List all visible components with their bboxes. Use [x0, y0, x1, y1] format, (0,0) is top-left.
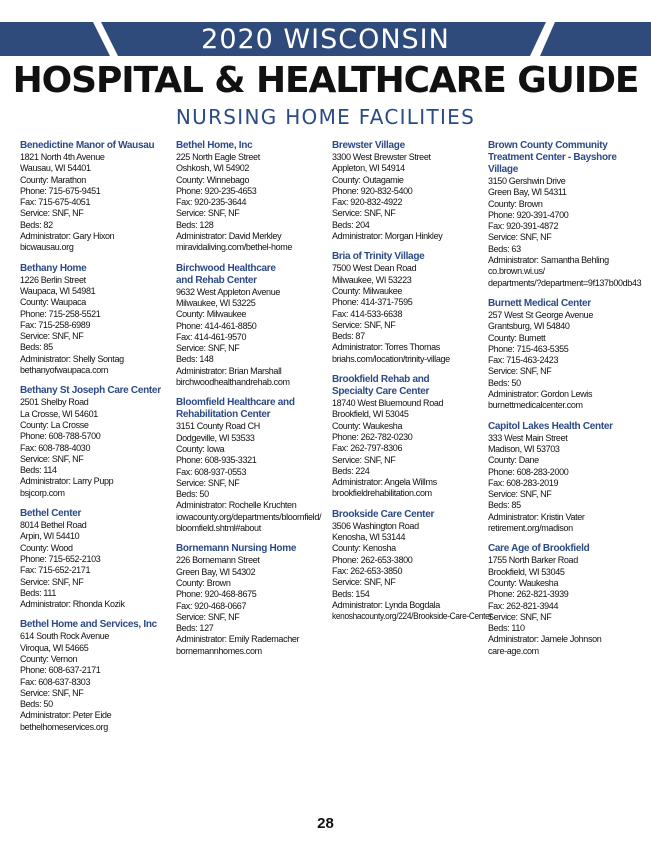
facility-detail: bethelhomeservices.org	[20, 721, 108, 732]
facility-detail: Administrator: David Merkley	[176, 231, 282, 242]
facility-detail: Phone: 920-391-4700	[488, 209, 569, 220]
facility-detail: Beds: 63	[488, 243, 521, 254]
facility-detail: Viroqua, WI 54665	[20, 642, 89, 653]
facility-detail: retirement.org/madison	[488, 523, 573, 534]
facility-detail: Madison, WI 53703	[488, 443, 560, 454]
facility-detail: Administrator: Rochelle Kruchten	[176, 500, 297, 511]
facility-detail: 3506 Washington Road	[332, 520, 419, 531]
column-3	[332, 140, 492, 631]
facility-detail: County: Outagamie	[332, 174, 404, 185]
facility-detail: Fax: 608-283-2019	[488, 477, 559, 488]
facility-entry	[488, 421, 648, 535]
facility-name: Bethel Home and Services, Inc	[20, 619, 157, 631]
facility-detail: brookfieldrehabilitation.com	[332, 488, 432, 499]
facility-detail: County: Brown	[488, 198, 543, 209]
facility-detail: Service: SNF, NF	[176, 208, 240, 219]
facility-detail: Administrator: Gary Hixon	[20, 231, 115, 242]
facility-detail: 2501 Shelby Road	[20, 397, 89, 408]
facility-name: Bornemann Nursing Home	[176, 543, 297, 555]
facility-detail: Beds: 110	[488, 623, 525, 634]
facility-name: Burnett Medical Center	[488, 297, 591, 309]
facility-entry	[20, 619, 180, 733]
facility-detail: Milwaukee, WI 53225	[176, 297, 256, 308]
facility-detail: departments/?department=9f137b00db43	[488, 277, 642, 288]
facility-detail: County: Vernon	[20, 653, 78, 664]
facility-detail: Brookfield, WI 53045	[332, 409, 409, 420]
facility-detail: Administrator: Larry Pupp	[20, 476, 114, 487]
facility-detail: 1821 North 4th Avenue	[20, 152, 105, 162]
facility-detail: briahs.com/location/trinity-village	[332, 353, 450, 364]
facility-detail: La Crosse, WI 54601	[20, 408, 98, 419]
facility-name: Brookfield Rehab and	[332, 374, 430, 386]
facility-entry	[176, 397, 336, 534]
facility-detail: Service: SNF, NF	[176, 343, 240, 354]
facility-detail: Service: SNF, NF	[20, 453, 84, 464]
facility-detail: Phone: 414-461-8850	[176, 320, 257, 331]
facility-detail: 3151 County Road CH	[176, 421, 260, 432]
facility-detail: Fax: 414-461-9570	[176, 331, 247, 342]
facility-detail: Fax: 920-468-0667	[176, 600, 247, 611]
facility-name: Bethel Center	[20, 508, 82, 520]
facility-detail: Service: SNF, NF	[332, 577, 396, 588]
facility-detail: Phone: 608-637-2171	[20, 665, 101, 676]
facility-name: Brown County Community	[488, 140, 608, 151]
facility-entry	[488, 140, 648, 289]
facility-detail: Beds: 111	[20, 587, 57, 598]
facility-detail: Phone: 414-371-7595	[332, 297, 413, 308]
facility-detail: bethanyofwaupaca.com	[20, 365, 109, 376]
facility-detail: 1226 Berlin Street	[20, 274, 86, 285]
facility-name: Bria of Trinity Village	[332, 251, 425, 263]
facility-name: Brewster Village	[332, 140, 405, 151]
facility-detail: kenoshacounty.org/224/Brookside-Care-Center	[332, 611, 492, 622]
facility-detail: iowacounty.org/departments/bloomfield/	[176, 511, 322, 522]
facility-detail: Phone: 608-283-2000	[488, 466, 569, 477]
facility-detail: Phone: 920-235-4653	[176, 185, 257, 196]
facility-detail: Brookfield, WI 53045	[488, 566, 565, 577]
facility-detail: 614 South Rock Avenue	[20, 631, 110, 642]
facility-detail: Fax: 608-637-8303	[20, 676, 91, 687]
facility-detail: Administrator: Lynda Bogdala	[332, 599, 440, 610]
page-subtitle: NURSING HOME FACILITIES	[175, 105, 476, 129]
column-1	[20, 140, 180, 742]
facility-detail: Phone: 715-675-9451	[20, 185, 101, 196]
facility-detail: Dodgeville, WI 53533	[176, 432, 255, 443]
facility-detail: County: Milwaukee	[332, 285, 403, 296]
facility-name: Specialty Care Center	[332, 386, 430, 398]
page-title: HOSPITAL & HEALTHCARE GUIDE	[12, 60, 639, 101]
facility-detail: Administrator: Samantha Behling	[488, 255, 609, 266]
facility-detail: Fax: 920-235-3644	[176, 197, 247, 208]
facility-detail: Kenosha, WI 53144	[332, 532, 406, 543]
column-2	[176, 140, 336, 666]
facility-entry	[20, 263, 180, 377]
facility-detail: Administrator: Angela Willms	[332, 477, 437, 488]
facility-detail: Service: SNF, NF	[20, 687, 84, 698]
facility-detail: County: Brown	[176, 577, 231, 588]
facility-detail: Phone: 920-468-8675	[176, 589, 257, 600]
facility-detail: Appleton, WI 54914	[332, 163, 405, 174]
facility-detail: Beds: 204	[332, 219, 370, 230]
facility-detail: 1755 North Barker Road	[488, 555, 578, 566]
facility-name: Village	[488, 164, 518, 175]
facility-detail: Phone: 608-935-3321	[176, 455, 257, 466]
facility-detail: 18740 West Bluemound Road	[332, 398, 444, 409]
facility-detail: Phone: 715-258-5521	[20, 308, 101, 319]
facility-detail: County: Iowa	[176, 443, 225, 454]
facility-name: Bethel Home, Inc	[176, 140, 253, 151]
facility-detail: Beds: 50	[488, 377, 521, 388]
facility-detail: Administrator: Shelly Sontag	[20, 353, 124, 364]
facility-detail: Fax: 715-652-2171	[20, 565, 91, 576]
facility-name: Bethany St Joseph Care Center	[20, 385, 161, 397]
facility-detail: Phone: 262-653-3800	[332, 554, 413, 565]
facility-detail: Beds: 154	[332, 588, 370, 599]
facility-detail: Service: SNF, NF	[332, 319, 396, 330]
facility-detail: Service: SNF, NF	[488, 366, 552, 377]
facility-detail: Fax: 414-533-6638	[332, 308, 403, 319]
facility-entry	[176, 543, 336, 657]
facility-detail: Phone: 715-652-2103	[20, 553, 101, 564]
facility-detail: Service: SNF, NF	[20, 576, 84, 587]
facility-entry	[176, 263, 336, 389]
facility-detail: Fax: 262-821-3944	[488, 600, 559, 611]
facility-entry	[20, 140, 180, 254]
facility-detail: Administrator: Morgan Hinkley	[332, 231, 443, 242]
facility-detail: Beds: 82	[20, 219, 53, 230]
facility-detail: Green Bay, WI 54311	[488, 187, 567, 198]
facility-detail: County: Milwaukee	[176, 309, 247, 320]
facility-detail: Fax: 608-788-4030	[20, 442, 91, 453]
facility-detail: Service: SNF, NF	[176, 611, 240, 622]
facility-detail: County: Winnebago	[176, 174, 250, 185]
facility-detail: Fax: 262-797-8306	[332, 443, 403, 454]
facility-detail: Phone: 715-463-5355	[488, 343, 569, 354]
facility-entry	[332, 140, 492, 242]
facility-detail: Beds: 87	[332, 331, 365, 342]
facility-detail: bicwausau.org	[20, 242, 74, 253]
facility-name: Care Age of Brookfield	[488, 543, 590, 555]
facility-detail: County: Marathon	[20, 174, 86, 185]
facility-entry	[332, 374, 492, 500]
facility-detail: Waupaca, WI 54981	[20, 285, 96, 296]
facility-detail: County: Dane	[488, 455, 539, 466]
facility-entry	[332, 509, 492, 623]
facility-detail: County: Burnett	[488, 332, 546, 343]
facility-detail: birchwoodhealthandrehab.com	[176, 377, 290, 388]
facility-detail: 3150 Gershwin Drive	[488, 176, 566, 186]
facility-name: Birchwood Healthcare	[176, 262, 276, 274]
facility-detail: bloomfield.shtml#about	[176, 523, 261, 534]
facility-detail: Oshkosh, WI 54902	[176, 163, 250, 174]
facility-name: and Rehab Center	[176, 274, 257, 286]
facility-detail: Beds: 50	[176, 489, 209, 500]
facility-name: Capitol Lakes Health Center	[488, 420, 613, 432]
facility-entry	[176, 140, 336, 254]
facility-detail: Beds: 85	[20, 342, 53, 353]
facility-detail: Grantsburg, WI 54840	[488, 321, 570, 332]
facility-detail: Fax: 715-463-2423	[488, 355, 559, 366]
facility-entry	[488, 543, 648, 657]
facility-detail: 226 Bornemann Street	[176, 555, 260, 566]
facility-detail: Beds: 127	[176, 623, 214, 634]
facility-detail: Fax: 608-937-0553	[176, 466, 247, 477]
facility-detail: Service: SNF, NF	[176, 477, 240, 488]
facility-detail: Milwaukee, WI 53223	[332, 274, 412, 285]
column-4	[488, 140, 648, 666]
facility-name: Bethany Home	[20, 262, 87, 274]
facility-detail: Fax: 920-391-4872	[488, 221, 559, 232]
page-number: 28	[317, 815, 334, 832]
facility-detail: Administrator: Peter Eide	[20, 710, 112, 721]
facility-detail: Administrator: Kristin Vater	[488, 511, 585, 522]
facility-detail: County: Kenosha	[332, 543, 396, 554]
facility-name: Treatment Center - Bayshore	[488, 152, 617, 163]
facility-detail: Service: SNF, NF	[332, 208, 396, 219]
facility-detail: care-age.com	[488, 645, 539, 656]
facility-detail: Arpin, WI 54410	[20, 531, 80, 542]
facility-detail: Service: SNF, NF	[488, 489, 552, 500]
facility-detail: co.brown.wi.us/	[488, 266, 545, 277]
facility-detail: Administrator: Jamele Johnson	[488, 634, 602, 645]
facility-detail: Beds: 50	[20, 699, 53, 710]
facility-detail: miravidaliving.com/bethel-home	[176, 242, 293, 253]
facility-detail: Service: SNF, NF	[20, 208, 84, 219]
banner-title: 2020 WISCONSIN	[201, 24, 450, 55]
facility-detail: Beds: 85	[488, 500, 521, 511]
facility-detail: 225 North Eagle Street	[176, 152, 260, 162]
facility-detail: 333 West Main Street	[488, 432, 568, 443]
facility-detail: Administrator: Brian Marshall	[176, 365, 282, 376]
facility-detail: burnettmedicalcenter.com	[488, 400, 583, 411]
facility-detail: Administrator: Gordon Lewis	[488, 389, 593, 400]
facility-detail: bsjcorp.com	[20, 487, 65, 498]
facility-detail: Fax: 262-653-3850	[332, 565, 403, 576]
facility-detail: Green Bay, WI 54302	[176, 566, 256, 577]
facility-detail: Beds: 114	[20, 465, 57, 476]
facility-name: Benedictine Manor of Wausau	[20, 140, 155, 151]
facility-detail: Service: SNF, NF	[488, 611, 552, 622]
facility-entry	[488, 298, 648, 412]
facility-detail: 257 West St George Avenue	[488, 309, 593, 320]
facility-name: Bloomfield Healthcare and	[176, 397, 295, 409]
facility-detail: County: La Crosse	[20, 419, 89, 430]
facility-name: Rehabilitation Center	[176, 409, 271, 421]
facility-detail: 3300 West Brewster Street	[332, 152, 431, 162]
facility-detail: Fax: 715-675-4051	[20, 197, 91, 208]
facility-detail: County: Waupaca	[20, 297, 86, 308]
facility-entry	[20, 385, 180, 499]
facility-detail: Administrator: Rhonda Kozik	[20, 599, 125, 610]
facility-detail: Phone: 920-832-5400	[332, 185, 413, 196]
facility-detail: Administrator: Emily Rademacher	[176, 634, 300, 645]
facility-detail: Administrator: Torres Thomas	[332, 342, 440, 353]
facility-detail: 8014 Bethel Road	[20, 520, 87, 531]
facility-entry	[20, 508, 180, 610]
facility-entry	[332, 251, 492, 365]
facility-detail: County: Waukesha	[332, 420, 403, 431]
facility-detail: bornemannhomes.com	[176, 645, 262, 656]
facility-detail: Phone: 608-788-5700	[20, 431, 101, 442]
facility-detail: Service: SNF, NF	[20, 331, 84, 342]
facility-detail: Beds: 224	[332, 465, 370, 476]
facility-name: Brookside Care Center	[332, 508, 435, 520]
facility-detail: County: Wood	[20, 542, 73, 553]
facility-detail: Service: SNF, NF	[488, 232, 552, 243]
facility-detail: Wausau, WI 54401	[20, 163, 91, 174]
facility-detail: Phone: 262-821-3939	[488, 589, 569, 600]
facility-detail: Phone: 262-782-0230	[332, 431, 413, 442]
facility-detail: 7500 West Dean Road	[332, 263, 417, 274]
facility-detail: 9632 West Appleton Avenue	[176, 286, 281, 297]
facility-detail: County: Waukesha	[488, 577, 559, 588]
facility-detail: Beds: 148	[176, 354, 214, 365]
facility-detail: Beds: 128	[176, 219, 214, 230]
facility-detail: Service: SNF, NF	[332, 454, 396, 465]
header-banner	[0, 22, 651, 56]
facility-detail: Fax: 920-832-4922	[332, 197, 403, 208]
facility-detail: Fax: 715-258-6989	[20, 319, 91, 330]
